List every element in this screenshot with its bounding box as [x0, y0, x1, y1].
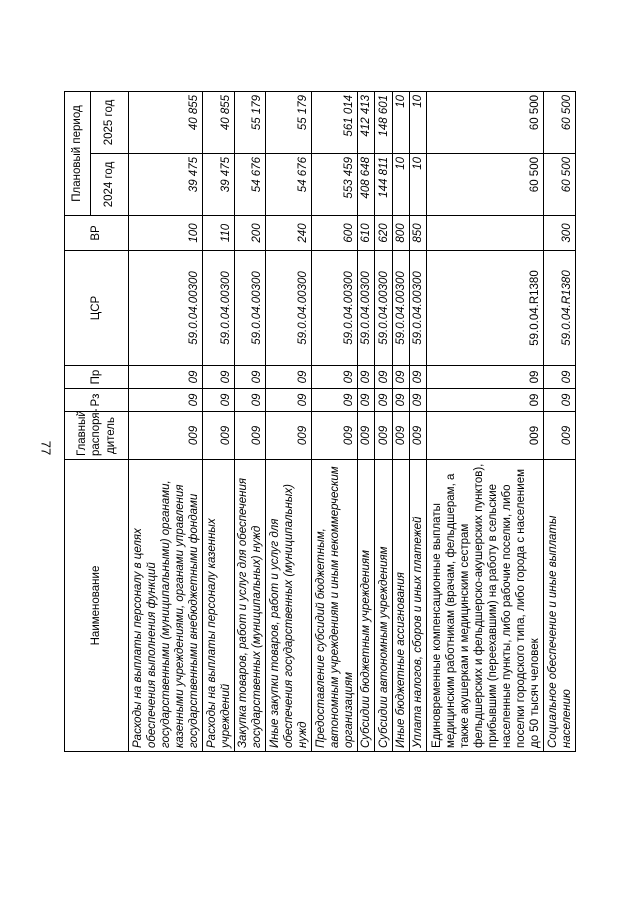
cell-grbs: 009	[544, 412, 576, 460]
cell-vr: 610	[358, 216, 375, 251]
cell-rz: 09	[427, 389, 544, 412]
cell-rz: 09	[203, 389, 235, 412]
table-row	[358, 91, 375, 751]
table-row	[129, 91, 203, 751]
cell-csr: 59.0.04.00300	[266, 251, 312, 366]
cell-amount-2025: 10	[409, 91, 426, 153]
cell-name: Иные бюджетные ассигнования	[392, 460, 409, 752]
cell-amount-2024: 60 500	[544, 154, 576, 216]
cell-pr: 09	[427, 366, 544, 389]
cell-grbs: 009	[203, 412, 235, 460]
cell-amount-2025: 148 601	[375, 91, 392, 153]
cell-vr: 100	[129, 216, 203, 251]
cell-name: Единовременные компенсационные выплаты медицинским работникам (врачам, фельдшерам, а также акушеркам и медицинским сестрам фельдшерских и фельдшерско-акушерских пунктов), прибывшим (переехавшим) на работу в сельские населенные пункты, либо рабочие поселки, либо поселки городского типа, либо города с населением до 50 тысяч человек	[427, 460, 544, 752]
cell-pr: 09	[203, 366, 235, 389]
header-rz: Рз	[65, 389, 129, 412]
cell-csr: 59.0.04.00300	[234, 251, 266, 366]
cell-rz: 09	[375, 389, 392, 412]
cell-amount-2025: 561 014	[312, 91, 358, 153]
cell-amount-2024: 54 676	[266, 154, 312, 216]
cell-pr: 09	[129, 366, 203, 389]
cell-grbs: 009	[234, 412, 266, 460]
cell-amount-2025: 40 855	[129, 91, 203, 153]
cell-amount-2024: 10	[409, 154, 426, 216]
table-header	[65, 91, 129, 751]
table-row	[266, 91, 312, 751]
rotated-table-container	[64, 92, 576, 752]
cell-pr: 09	[234, 366, 266, 389]
cell-grbs: 009	[392, 412, 409, 460]
cell-csr: 59.0.04.00300	[129, 251, 203, 366]
cell-amount-2024: 144 811	[375, 154, 392, 216]
cell-amount-2025: 40 855	[203, 91, 235, 153]
table-body	[129, 91, 576, 751]
cell-rz: 09	[544, 389, 576, 412]
page-number: 77	[38, 440, 54, 456]
cell-vr	[427, 216, 544, 251]
cell-amount-2024: 60 500	[427, 154, 544, 216]
cell-name: Закупка товаров, работ и услуг для обеспечения государственных (муниципальных) нужд	[234, 460, 266, 752]
header-year-2025: 2025 год	[91, 91, 129, 153]
cell-pr: 09	[544, 366, 576, 389]
table-row	[409, 91, 426, 751]
table-row	[427, 91, 544, 751]
cell-amount-2024: 39 475	[203, 154, 235, 216]
table-row	[312, 91, 358, 751]
cell-grbs: 009	[129, 412, 203, 460]
table-row	[375, 91, 392, 751]
header-vr: ВР	[65, 216, 129, 251]
cell-amount-2024: 408 648	[358, 154, 375, 216]
cell-amount-2025: 55 179	[234, 91, 266, 153]
table-row	[544, 91, 576, 751]
cell-amount-2024: 553 459	[312, 154, 358, 216]
cell-name: Уплата налогов, сборов и иных платежей	[409, 460, 426, 752]
cell-vr: 300	[544, 216, 576, 251]
cell-csr: 59.0.04.00300	[358, 251, 375, 366]
cell-rz: 09	[409, 389, 426, 412]
cell-pr: 09	[266, 366, 312, 389]
cell-grbs: 009	[312, 412, 358, 460]
cell-vr: 200	[234, 216, 266, 251]
cell-csr: 59.0.04.R1380	[427, 251, 544, 366]
cell-rz: 09	[312, 389, 358, 412]
cell-pr: 09	[312, 366, 358, 389]
cell-vr: 600	[312, 216, 358, 251]
header-year-2024: 2024 год	[91, 154, 129, 216]
cell-grbs: 009	[358, 412, 375, 460]
cell-csr: 59.0.04.00300	[203, 251, 235, 366]
cell-name: Расходы на выплаты персоналу казенных учреждений	[203, 460, 235, 752]
cell-pr: 09	[375, 366, 392, 389]
cell-vr: 240	[266, 216, 312, 251]
header-csr: ЦСР	[65, 251, 129, 366]
cell-name: Субсидии бюджетным учреждениям	[358, 460, 375, 752]
cell-amount-2025: 55 179	[266, 91, 312, 153]
cell-amount-2025: 60 500	[427, 91, 544, 153]
budget-table	[64, 91, 576, 752]
cell-name: Субсидии автономным учреждениям	[375, 460, 392, 752]
cell-amount-2025: 10	[392, 91, 409, 153]
cell-grbs: 009	[266, 412, 312, 460]
cell-rz: 09	[234, 389, 266, 412]
cell-csr: 59.0.04.00300	[392, 251, 409, 366]
cell-csr: 59.0.04.R1380	[544, 251, 576, 366]
cell-name: Предоставление субсидий бюджетным, автономным учреждениям и иным некоммерческим организациям	[312, 460, 358, 752]
table-row	[203, 91, 235, 751]
cell-name: Иные закупки товаров, работ и услуг для обеспечения государственных (муниципальных) нужд	[266, 460, 312, 752]
table-row	[234, 91, 266, 751]
header-planned-period: Плановый период	[65, 91, 91, 215]
cell-name: Социальное обеспечение и иные выплаты населению	[544, 460, 576, 752]
cell-vr: 850	[409, 216, 426, 251]
cell-name: Расходы на выплаты персоналу в целях обеспечения выполнения функций государственными (муниципальными) органами, казенными учреждениями, органами управления государственными внебюджетными фондами	[129, 460, 203, 752]
header-pr: Пр	[65, 366, 129, 389]
table-row	[392, 91, 409, 751]
cell-pr: 09	[358, 366, 375, 389]
cell-amount-2025: 412 413	[358, 91, 375, 153]
cell-grbs: 009	[375, 412, 392, 460]
header-name: Наименование	[65, 460, 129, 752]
cell-amount-2024: 39 475	[129, 154, 203, 216]
cell-pr: 09	[409, 366, 426, 389]
header-grbs: Главный распоря-дитель	[65, 412, 129, 460]
cell-pr: 09	[392, 366, 409, 389]
cell-amount-2024: 54 676	[234, 154, 266, 216]
cell-vr: 620	[375, 216, 392, 251]
cell-rz: 09	[392, 389, 409, 412]
cell-rz: 09	[129, 389, 203, 412]
cell-grbs: 009	[409, 412, 426, 460]
cell-vr: 110	[203, 216, 235, 251]
cell-csr: 59.0.04.00300	[375, 251, 392, 366]
cell-vr: 800	[392, 216, 409, 251]
cell-csr: 59.0.04.00300	[409, 251, 426, 366]
cell-csr: 59.0.04.00300	[312, 251, 358, 366]
cell-amount-2024: 10	[392, 154, 409, 216]
cell-rz: 09	[266, 389, 312, 412]
cell-amount-2025: 60 500	[544, 91, 576, 153]
cell-grbs: 009	[427, 412, 544, 460]
cell-rz: 09	[358, 389, 375, 412]
